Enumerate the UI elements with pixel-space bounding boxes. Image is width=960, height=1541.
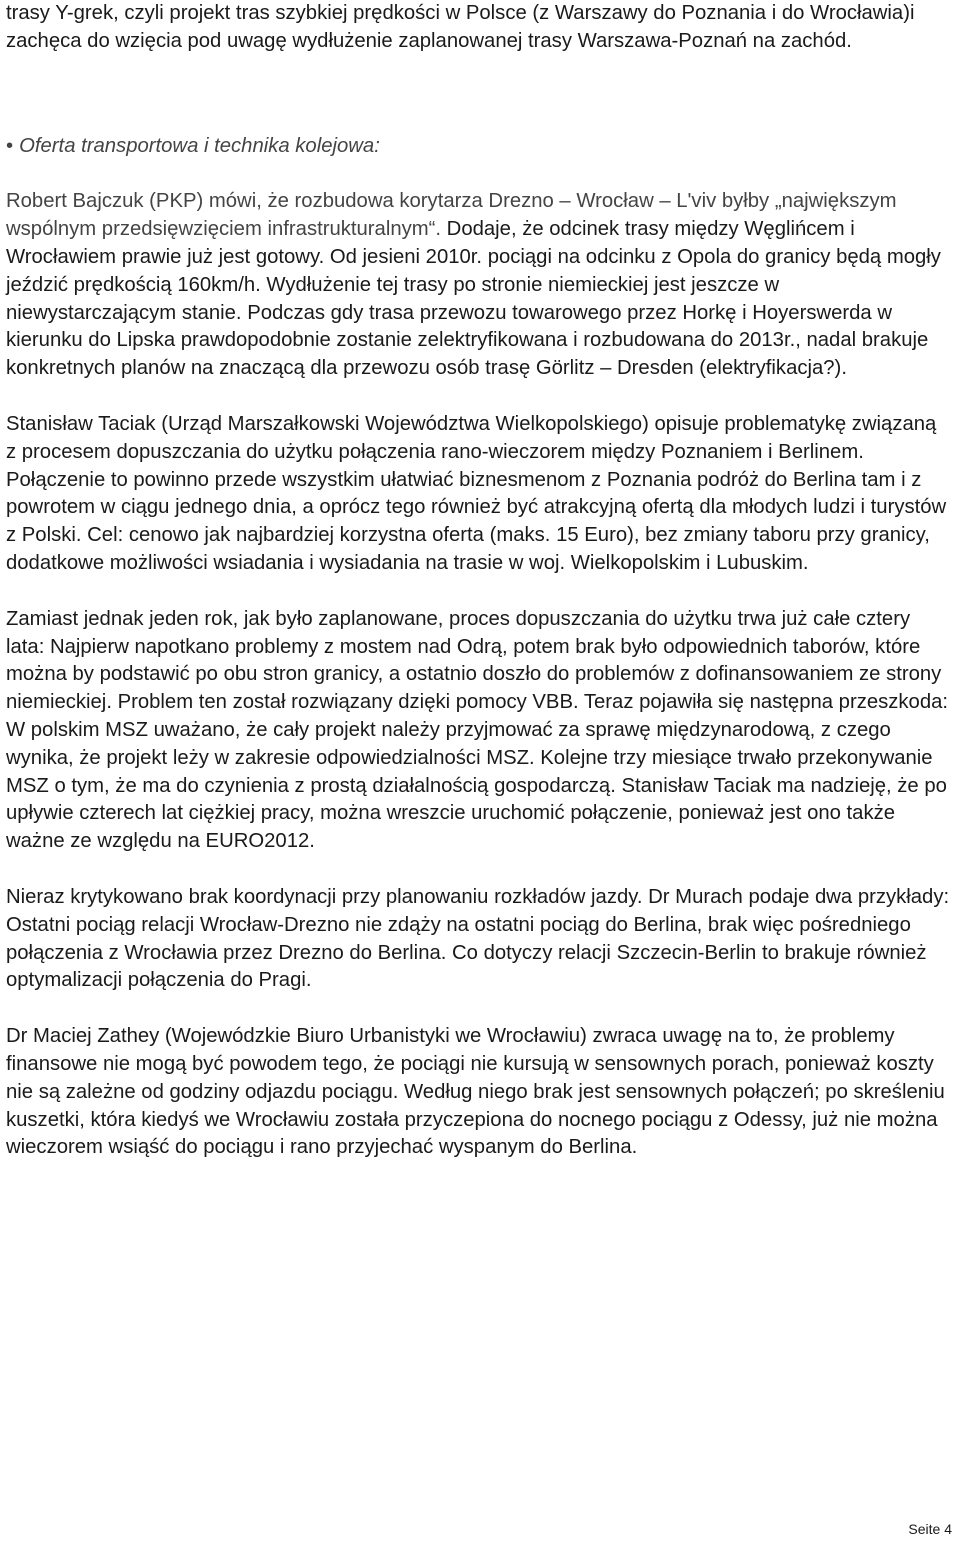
page-number: Seite 4 xyxy=(908,1521,952,1537)
paragraph-bajczuk-body: Dodaje, że odcinek trasy między Węglińcem i Wrocławiem prawie już jest gotowy. Od jesieni 2010r. pociągi na odcinku z Opola do granicy będą mogły jeździć prędkością 160km/h. Wydłużenie tej trasy po stronie niemieckiej jest jeszcze w niewystarczającym stanie. xyxy=(6,218,941,324)
paragraph-bajczuk xyxy=(6,188,951,383)
bullet-icon: • xyxy=(6,134,14,157)
paragraph-murach: Nieraz krytykowano brak koordynacji przy planowaniu rozkładów jazdy. Dr Murach podaje dwa przykłady: Ostatni pociąg relacji Wrocław-Drezno nie zdąży na ostatni pociąg do Berlina, brak więc pośredniego połączenia z Wrocławia przez Drezno do Berlina. Co dotyczy relacji Szczecin-Berlin to brakuje również optymalizacji połączenia do Pragi. xyxy=(6,885,950,992)
section-heading xyxy=(6,133,951,161)
paragraph-zathey: Dr Maciej Zathey (Wojewódzkie Biuro Urbanistyki we Wrocławiu) zwraca uwagę na to, że problemy finansowe nie mogą być powodem tego, że pociągi nie kursują w sensownych porach, ponieważ koszty nie są zależne od godziny odjazdu pociągu. Według niego brak jest sensownych połączeń; po skreśleniu kuszetki, która kiedyś we Wrocławiu została przyczepiona do nocnego pociągu z Odessy, już nie można wieczorem wsiąść do pociągu i rano przyjechać wyspanym do Berlina. xyxy=(6,1025,945,1159)
document-page xyxy=(6,0,951,1162)
section-heading-text: Oferta transportowa i technika kolejowa: xyxy=(19,134,380,157)
paragraph-bajczuk-lead: Robert Bajczuk (PKP) mówi, że rozbudowa korytarza Drezno – Wrocław – L'viv byłby „największym wspólnym przedsięwzięciem infrastrukturalnym“. xyxy=(6,190,897,241)
paragraph-approval-process: Zamiast jednak jeden rok, jak było zaplanowane, proces dopuszczania do użytku trwa już całe cztery lata: Najpierw napotkano problemy z mostem nad Odrą, potem brak było odpowiednich taborów, które można by podstawić po obu stron granicy, a ostatnio doszło do problemów z dofinansowaniem ze strony niemieckiej. Problem ten został rozwiązany dzięki pomocy VBB. Teraz pojawiła się następna przeszkoda: W polskim MSZ uważano, że cały projekt należy przyjmować za sprawę międzynarodową, z czego wynika, że projekt leży w zakresie odpowiedzialności MSZ. Kolejne trzy miesiące trwało przekonywanie MSZ o tym, że ma do czynienia z prostą działalnością gospodarczą. Stanisław Taciak ma nadzieję, że po upływie czterech lat ciężkiej pracy, można wreszcie uruchomić połączenie, ponieważ jest ono także ważne ze względu na EURO2012. xyxy=(6,607,949,853)
paragraph-bajczuk-tail: Podczas gdy trasa przewozu towarowego przez Horkę i Hoyerswerda w kierunku do Lipska prawdopodobnie zostanie zelektryfikowana i rozbudowana do 2013r., nadal brakuje konkretnych planów na znaczącą dla przewozu osób trasę Görlitz – Dresden (elektryfikacja?). xyxy=(6,301,929,380)
intro-paragraph: trasy Y-grek, czyli projekt tras szybkiej prędkości w Polsce (z Warszawy do Poznania i do Wrocławia)i zachęca do wzięcia pod uwagę wydłużenie zaplanowanej trasy Warszawa-Poznań na zachód. xyxy=(6,2,915,52)
paragraph-taciak: Stanisław Taciak (Urząd Marszałkowski Województwa Wielkopolskiego) opisuje problematykę związaną z procesem dopuszczania do użytku połączenia rano-wieczorem między Poznaniem i Berlinem. Połączenie to powinno przede wszystkim ułatwiać biznesmenom z Poznania podróż do Berlina tam i z powrotem w ciągu jednego dnia, a oprócz tego również być atrakcyjną ofertą dla młodych ludzi i turystów z Polski. Cel: cenowo jak najbardziej korzystna oferta (maks. 15 Euro), bez zmiany taboru przy granicy, dodatkowe możliwości wsiadania i wysiadania na trasie w woj. Wielkopolskim i Lubuskim. xyxy=(6,412,947,574)
